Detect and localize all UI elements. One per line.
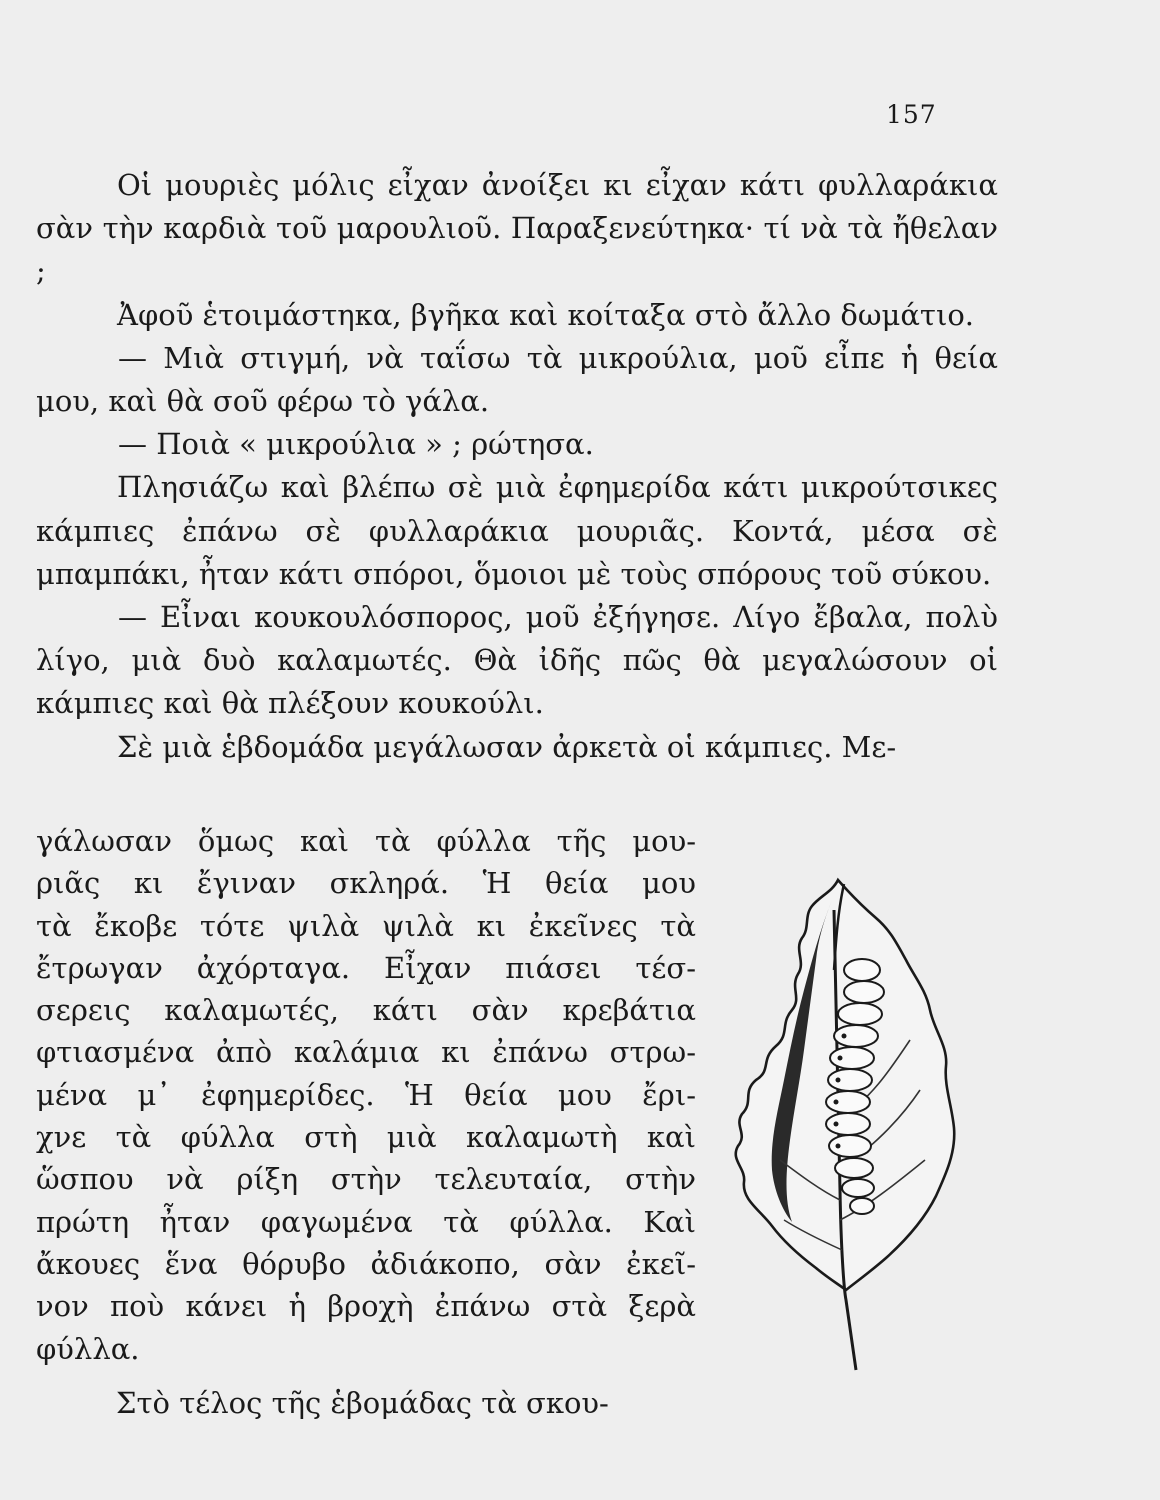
paragraph: Πλησιάζω καὶ βλέπω σὲ μιὰ ἐφημερίδα κάτι μικρούτσικες κάμπιες ἐπάνω σὲ φυλλαράκια μουριᾶς. Κοντά, μέσα σὲ μπαμπάκι, ἦταν κάτι σπόροι, ὅμοιοι μὲ τοὺς σπόρους τοῦ σύκου. — [36, 470, 998, 591]
text-line: νον ποὺ κάνει ἡ βροχὴ ἐπάνω στὰ ξερὰ — [36, 1289, 696, 1324]
text-line: φύλλα. — [36, 1331, 140, 1366]
text-line: ἔτρωγαν ἀχόρταγα. Εἶχαν πιάσει τέσ- — [36, 950, 696, 985]
dialogue-line: — Εἶναι κουκουλόσπορος, μοῦ ἐξήγησε. Λίγο ἔβαλα, πολὺ λίγο, μιὰ δυὸ καλαμωτές. Θὰ ἰδῆς πῶς θὰ μεγαλώσουν οἱ κάμπιες καὶ θὰ πλέξουν κουκούλι. — [36, 600, 998, 721]
leaf-with-caterpillar-icon — [720, 870, 980, 1380]
text-line: φτιασμένα ἀπὸ καλάμια κι ἐπάνω στρω- — [36, 1035, 696, 1070]
page-number: 157 — [886, 100, 937, 129]
dialogue-line: — Ποιὰ « μικρούλια » ; ρώτησα. — [118, 427, 594, 462]
text-line: χνε τὰ φύλλα στὴ μιὰ καλαμωτὴ καὶ — [36, 1120, 696, 1155]
text-line: πρώτη ἦταν φαγωμένα τὰ φύλλα. Καὶ — [36, 1204, 696, 1239]
paragraph: Οἱ μουριὲς μόλις εἶχαν ἀνοίξει κι εἶχαν κάτι φυλλαράκια σὰν τὴν καρδιὰ τοῦ μαρουλιοῦ. Παραξενεύτηκα· τί νὰ τὰ ἤθελαν ; — [36, 168, 998, 289]
text-line: τὰ ἔκοβε τότε ψιλὰ ψιλὰ κι ἐκεῖνες τὰ — [36, 908, 696, 943]
dialogue-line: — Μιὰ στιγμή, νὰ ταΐσω τὰ μικρούλια, μοῦ εἶπε ἡ θεία μου, καὶ θὰ σοῦ φέρω τὸ γάλα. — [36, 340, 998, 419]
main-text — [36, 164, 998, 769]
text-line: ἄκουες ἕνα θόρυβο ἀδιάκοπο, σὰν ἐκεῖ- — [36, 1246, 696, 1281]
text-line: μένα μ᾽ ἐφημερίδες. Ἡ θεία μου ἔρι- — [36, 1077, 696, 1112]
paragraph: Ἀφοῦ ἑτοιμάστηκα, βγῆκα καὶ κοίταξα στὸ ἄλλο δωμάτιο. — [117, 297, 975, 332]
text-line: ριᾶς κι ἔγιναν σκληρά. Ἡ θεία μου — [36, 866, 696, 901]
text-line: σερεις καλαμωτές, κάτι σὰν κρεβάτια — [36, 993, 696, 1028]
text-line: Στὸ τέλος τῆς ἑβομάδας τὰ σκου- — [116, 1385, 609, 1420]
text-line: ὥσπου νὰ ρίξη στὴν τελευταία, στὴν — [36, 1162, 696, 1197]
wrapped-text — [36, 820, 696, 1424]
text-line: γάλωσαν ὅμως καὶ τὰ φύλλα τῆς μου- — [36, 824, 696, 858]
paragraph: Σὲ μιὰ ἑβδομάδα μεγάλωσαν ἀρκετὰ οἱ κάμπιες. Με- — [117, 729, 897, 764]
